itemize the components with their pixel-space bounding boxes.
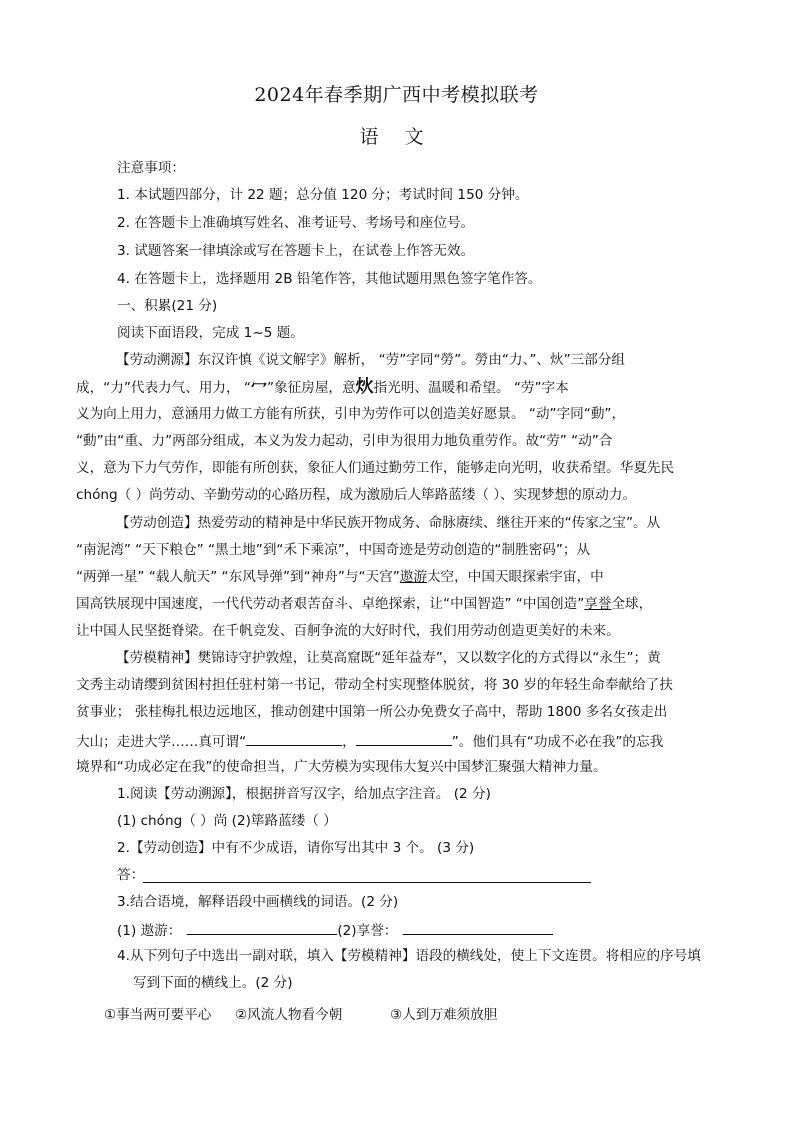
question-2-stem: 2.【劳动创造】中有不少成语，请你写出其中 3 个。 (3 分)	[117, 840, 475, 856]
underlined-word: 遨游	[399, 569, 427, 585]
question-1-stem: 1.阅读【劳动溯源】，根据拼音写汉字，给加点字注音。 (2 分)	[117, 786, 491, 802]
question-3-answers	[117, 919, 553, 941]
section-heading: 一、积累(21 分)	[117, 298, 218, 314]
passage-line	[76, 377, 716, 398]
q3-blank-b[interactable]	[403, 919, 553, 935]
passage-line: 境界和“功成必定在我”的使命担当，广大劳模为实现伟大复兴中国梦汇聚强大精神力量。	[76, 759, 607, 775]
passage-text: ”象征房屋，意	[267, 380, 356, 396]
passage-text: 国高铁展现中国速度，一代代劳动者艰苦奋斗、卓绝探索，让“中国智造” “中国创造”	[76, 596, 585, 612]
notice-item: 2. 在答题卡上准确填写姓名、准考证号、考场号和座位号。	[117, 215, 475, 231]
question-1-subitems: (1) chóng（ ）尚 (2)筚路蓝缕（ ）	[117, 813, 337, 829]
couplet-blank[interactable]	[356, 730, 452, 746]
passage-line: 【劳动溯源】东汉许慎《说文解字》解析， “劳”字同“勞”。勞由“力、”、炏”三部分组	[116, 352, 626, 368]
passage-text: 指光明、温暖和希望。 “劳”字本	[373, 380, 569, 396]
passage-line	[76, 594, 716, 614]
answer-line[interactable]	[143, 882, 591, 883]
passage-text: ，	[342, 734, 356, 750]
passage-line	[76, 730, 716, 752]
passage-line: “動”由“重、力”两部分组成，本义为发力起动，引申为很用力地负重劳作。故“劳” “动”合	[76, 433, 613, 449]
couplet-blank[interactable]	[246, 730, 342, 746]
underlined-word: 享誉	[584, 596, 612, 612]
passage-line: 【劳模精神】樊锦诗守护敦煌，让莫高窟既“延年益寿”，又以数字化的方式得以“永生”；黄	[116, 650, 661, 666]
section-intro: 阅读下面语段，完成 1~5 题。	[117, 325, 304, 341]
answer-label: 答：	[117, 867, 145, 883]
passage-line: chóng（ ）尚劳动、辛勤劳动的心路历程，成为激励后人筚路蓝缕（ ）、实现梦想的原动力。	[76, 487, 637, 503]
subject-title: 语 文	[359, 126, 434, 148]
exam-title: 2024年春季期广西中考模拟联考	[254, 84, 539, 106]
option-2: ②风流人物看今朝	[235, 1007, 343, 1023]
passage-line: “南泥湾” “天下粮仓” “黑土地”到“禾下乘凉”，中国奇迹是劳动创造的“制胜密码”；从	[76, 542, 591, 558]
passage-text: 全球，	[611, 596, 653, 612]
passage-line: 文秀主动请缨到贫困村担任驻村第一书记，带动全村实现整体脱贫，将 30 岁的年轻生命奉献给了扶	[76, 677, 673, 693]
passage-text: 大山；走进大学……真可谓“	[76, 734, 247, 750]
passage-line: 义为向上用力，意涵用力做工方能有所获，引申为劳作可以创造美好愿景。 “动”字同“動”，	[76, 406, 626, 422]
question-3-stem: 3.结合语境，解释语段中画横线的词语。(2 分)	[117, 894, 399, 910]
passage-text: 成，“力”代表力气、用力， “	[76, 380, 251, 396]
notice-item: 4. 在答题卡上，选择题用 2B 铅笔作答，其他试题用黑色签字笔作答。	[117, 271, 542, 287]
q3-label-b: (2)享誉：	[337, 923, 398, 939]
passage-line: 义，意为下力气劳作，即能有所创获，象征人们通过勤劳工作，能够走向光明，收获希望。华夏先民	[76, 460, 675, 476]
roof-radical-glyph: 冖	[250, 377, 267, 396]
q3-blank-a[interactable]	[187, 919, 337, 935]
notice-item: 3. 试题答案一律填涂或写在答题卡上，在试卷上作答无效。	[117, 243, 475, 259]
q3-label-a: (1) 遨游：	[117, 923, 182, 939]
notice-item: 1. 本试题四部分，计 22 题；总分值 120 分；考试时间 150 分钟。	[117, 187, 529, 203]
option-3: ③人到万难须放胆	[390, 1007, 498, 1023]
fire-radical-glyph: 炏	[355, 377, 374, 397]
passage-line: 让中国人民坚挺脊梁。在千帆竞发、百舸争流的大好时代，我们用劳动创造更美好的未来。	[76, 623, 620, 639]
question-4-stem: 写到下面的横线上。(2 分)	[133, 975, 293, 991]
passage-text: 太空，中国天眼探索宇宙，中	[426, 569, 604, 585]
notice-heading: 注意事项：	[117, 160, 185, 176]
option-1: ①事当两可要平心	[104, 1007, 212, 1023]
passage-text: “两弹一星” “载人航天” “东风导弹”到“神舟”与“天宫”	[76, 569, 400, 585]
question-4-stem: 4.从下列句子中选出一副对联，填入【劳模精神】语段的横线处，使上下文连贯。将相应的序号填	[117, 948, 701, 964]
passage-line	[76, 567, 716, 587]
passage-line: 贫事业； 张桂梅扎根边远地区，推动创建中国第一所公办免费女子高中，帮助 1800 多名女孩走出	[76, 704, 668, 720]
passage-text: ”。他们具有“功成不必在我”的忘我	[451, 734, 664, 750]
passage-line: 【劳动创造】热爱劳动的精神是中华民族开物成务、命脉赓续、继往开来的“传家之宝”。从	[116, 515, 661, 531]
